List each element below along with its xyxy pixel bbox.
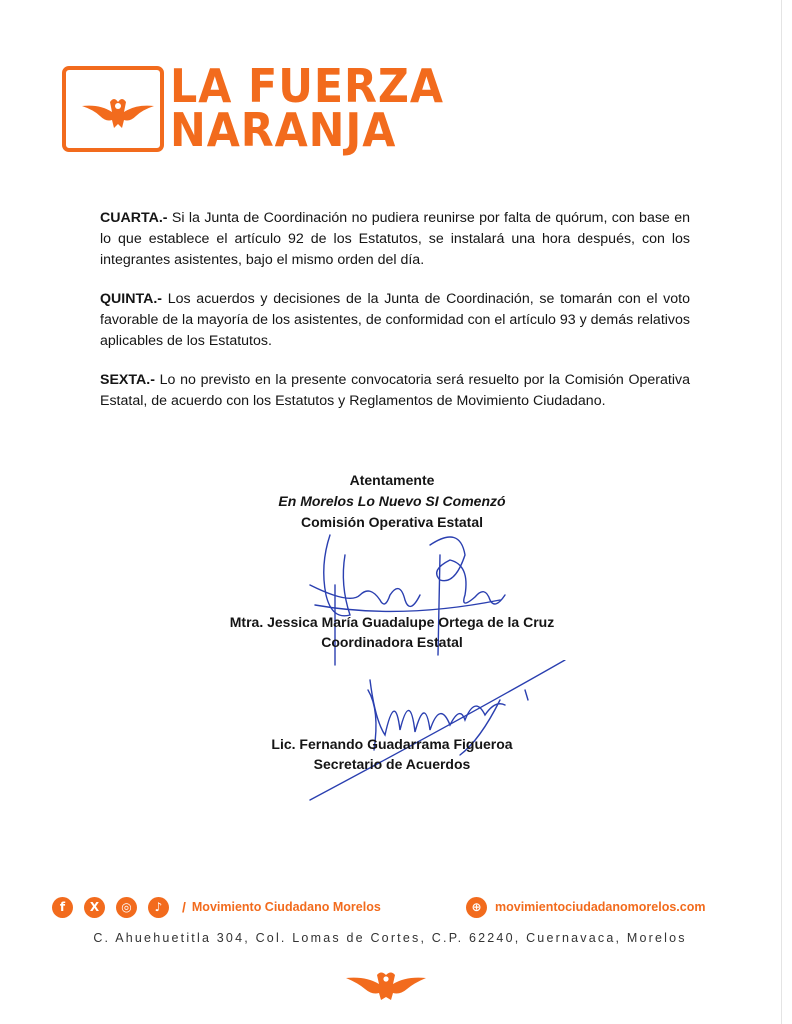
signer1-name: Mtra. Jessica María Guadalupe Ortega de la Cruz	[229, 614, 555, 630]
quinta-label: QUINTA.-	[100, 291, 162, 307]
signature-2	[300, 660, 570, 805]
logo-box	[62, 66, 164, 152]
logo-wordmark	[170, 59, 444, 157]
address: C. Ahuehuetitla 304, Col. Lomas de Cortes, C.P. 62240, Cuernavaca, Morelos	[93, 931, 687, 945]
eagle-logo-icon	[344, 970, 428, 1002]
social-links	[52, 895, 381, 919]
signer2-name: Lic. Fernando Guadarrama Figueroa	[271, 736, 513, 752]
sexta-text: Lo no previsto en la presente convocatoria será resuelto por la Comisión Operativa Estatal, de acuerdo con los Estatutos y Reglamentos de Movimiento Ciudadano.	[100, 372, 690, 409]
website-link[interactable]	[466, 895, 705, 919]
cuarta-text: Si la Junta de Coordinación no pudiera reunirse por falta de quórum, con base en lo que establece el artículo 92 de los Estatutos, se instalará una hora después, con los integrantes asistentes, bajo el mismo orden del día.	[100, 210, 690, 268]
sexta-label: SEXTA.-	[100, 372, 155, 388]
tiktok-icon[interactable]: ♪	[148, 897, 169, 918]
salutation: Atentamente	[349, 472, 435, 488]
cuarta-paragraph	[100, 208, 690, 271]
separator: /	[182, 899, 186, 915]
facebook-icon[interactable]: f	[52, 897, 73, 918]
cuarta-label: CUARTA.-	[100, 210, 168, 226]
sexta-paragraph	[100, 370, 690, 412]
signer2-role: Secretario de Acuerdos	[313, 756, 471, 772]
x-icon[interactable]: X	[84, 897, 105, 918]
instagram-icon[interactable]: ◎	[116, 897, 137, 918]
la-fuerza-naranja-logo	[62, 59, 444, 157]
quinta-paragraph	[100, 289, 690, 352]
globe-icon: ⊕	[466, 897, 487, 918]
committee-name: Comisión Operativa Estatal	[300, 514, 484, 530]
quinta-text: Los acuerdos y decisiones de la Junta de Coordinación, se tomarán con el voto favorable de la mayoría de los asistentes, de conformidad con el artículo 93 y demás relativos aplicables de los Estatutos.	[100, 291, 690, 349]
eagle-icon	[80, 94, 156, 132]
social-handle[interactable]: Movimiento Ciudadano Morelos	[191, 900, 381, 914]
logo-line1: LA FUERZA	[170, 59, 444, 113]
logo-line2: NARANJA	[170, 103, 397, 157]
signer1-role: Coordinadora Estatal	[321, 634, 463, 650]
website-text[interactable]: movimientociudadanomorelos.com	[495, 900, 706, 914]
slogan: En Morelos Lo Nuevo SI Comenzó	[278, 493, 506, 509]
